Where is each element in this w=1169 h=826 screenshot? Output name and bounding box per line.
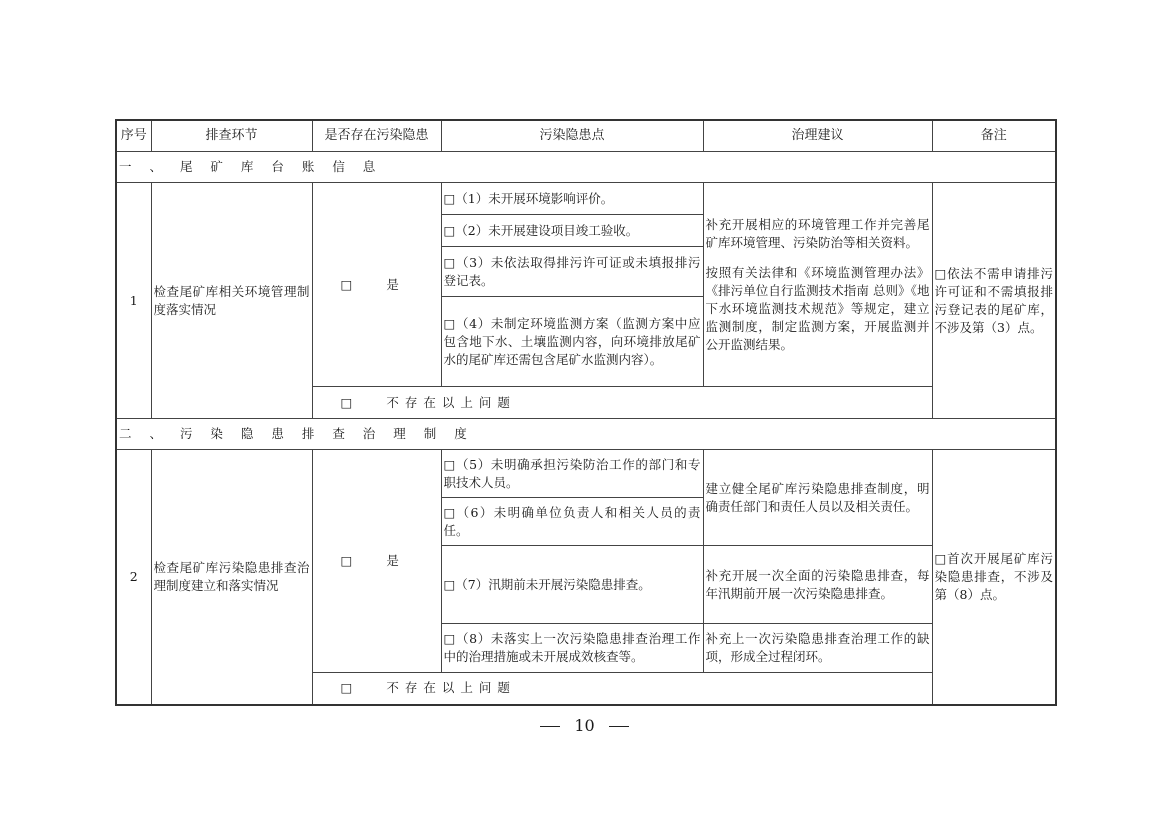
- page-footer: [0, 716, 1169, 735]
- suggestion-text: 按照有关法律和《环境监测管理办法》《排污单位自行监测技术指南 总则》《地下水环境监测技术规范》等规定，建立监测制度，制定监测方案，开展监测并公开监测结果。: [705, 264, 930, 352]
- no-issue-label: 不存在以上问题: [386, 394, 516, 410]
- remark-cell[interactable]: □首次开展尾矿库污染隐患排查，不涉及第（8）点。: [932, 450, 1056, 705]
- table-header-row: [116, 120, 1056, 152]
- table-row: [116, 450, 1056, 498]
- no-issue-checkbox[interactable]: □: [340, 394, 353, 410]
- yes-option[interactable]: [312, 183, 441, 387]
- inspection-step: 检查尾矿库相关环境管理制度落实情况: [151, 183, 312, 419]
- risk-point-8[interactable]: □（8）未落实上一次污染隐患排查治理工作中的治理措施或未开展成效核查等。: [441, 624, 703, 673]
- row-number: 1: [116, 183, 151, 419]
- header-suggestions: 治理建议: [703, 120, 932, 152]
- yes-checkbox[interactable]: □: [340, 276, 353, 292]
- page-number: 10: [574, 716, 595, 735]
- risk-point-1[interactable]: □（1）未开展环境影响评价。: [441, 183, 703, 215]
- header-risk-points: 污染隐患点: [441, 120, 703, 152]
- yes-label: 是: [386, 276, 399, 292]
- table-row: [116, 183, 1056, 215]
- remark-cell[interactable]: □依法不需申请排污许可证和不需填报排污登记表的尾矿库，不涉及第（3）点。: [932, 183, 1056, 419]
- risk-point-4[interactable]: □（4）未制定环境监测方案（监测方案中应包含地下水、土壤监测内容，向环境排放尾矿水的尾矿库还需包含尾矿水监测内容）。: [441, 297, 703, 387]
- no-issue-label: 不存在以上问题: [386, 680, 516, 696]
- section-title: 二 、 污 染 隐 患 排 查 治 理 制 度: [116, 419, 1056, 450]
- no-issue-option[interactable]: [312, 387, 932, 419]
- section-heading-row: [116, 419, 1056, 450]
- dash-right: [609, 726, 629, 727]
- inspection-table: [115, 119, 1057, 706]
- section-title: 一 、 尾 矿 库 台 账 信 息: [116, 152, 1056, 183]
- no-issue-checkbox[interactable]: □: [340, 680, 353, 696]
- row-number: 2: [116, 450, 151, 705]
- risk-point-5[interactable]: □（5）未明确承担污染防治工作的部门和专职技术人员。: [441, 450, 703, 498]
- no-issue-option[interactable]: [312, 673, 932, 705]
- yes-label: 是: [386, 553, 399, 568]
- risk-point-6[interactable]: □（6）未明确单位负责人和相关人员的责任。: [441, 498, 703, 546]
- risk-point-3[interactable]: □（3）未依法取得排污许可证或未填报排污登记表。: [441, 247, 703, 297]
- header-remarks: 备注: [932, 120, 1056, 152]
- header-number: 序号: [116, 120, 151, 152]
- inspection-step: 检查尾矿库污染隐患排查治理制度建立和落实情况: [151, 450, 312, 705]
- suggestion-cell: [703, 183, 932, 387]
- header-has-risk: 是否存在污染隐患: [312, 120, 441, 152]
- risk-point-2[interactable]: □（2）未开展建设项目竣工验收。: [441, 215, 703, 247]
- risk-point-7[interactable]: □（7）汛期前未开展污染隐患排查。: [441, 546, 703, 624]
- yes-option[interactable]: [312, 450, 441, 673]
- yes-checkbox[interactable]: □: [340, 553, 353, 568]
- dash-left: [540, 726, 560, 727]
- suggestion-cell: 建立健全尾矿库污染隐患排查制度，明确责任部门和责任人员以及相关责任。: [703, 450, 932, 546]
- suggestion-text: 补充开展相应的环境管理工作并完善尾矿库环境管理、污染防治等相关资料。: [705, 216, 930, 250]
- suggestion-cell: 补充上一次污染隐患排查治理工作的缺项，形成全过程闭环。: [703, 624, 932, 673]
- suggestion-cell: 补充开展一次全面的污染隐患排查，每年汛期前开展一次污染隐患排查。: [703, 546, 932, 624]
- header-step: 排查环节: [151, 120, 312, 152]
- section-heading-row: [116, 152, 1056, 183]
